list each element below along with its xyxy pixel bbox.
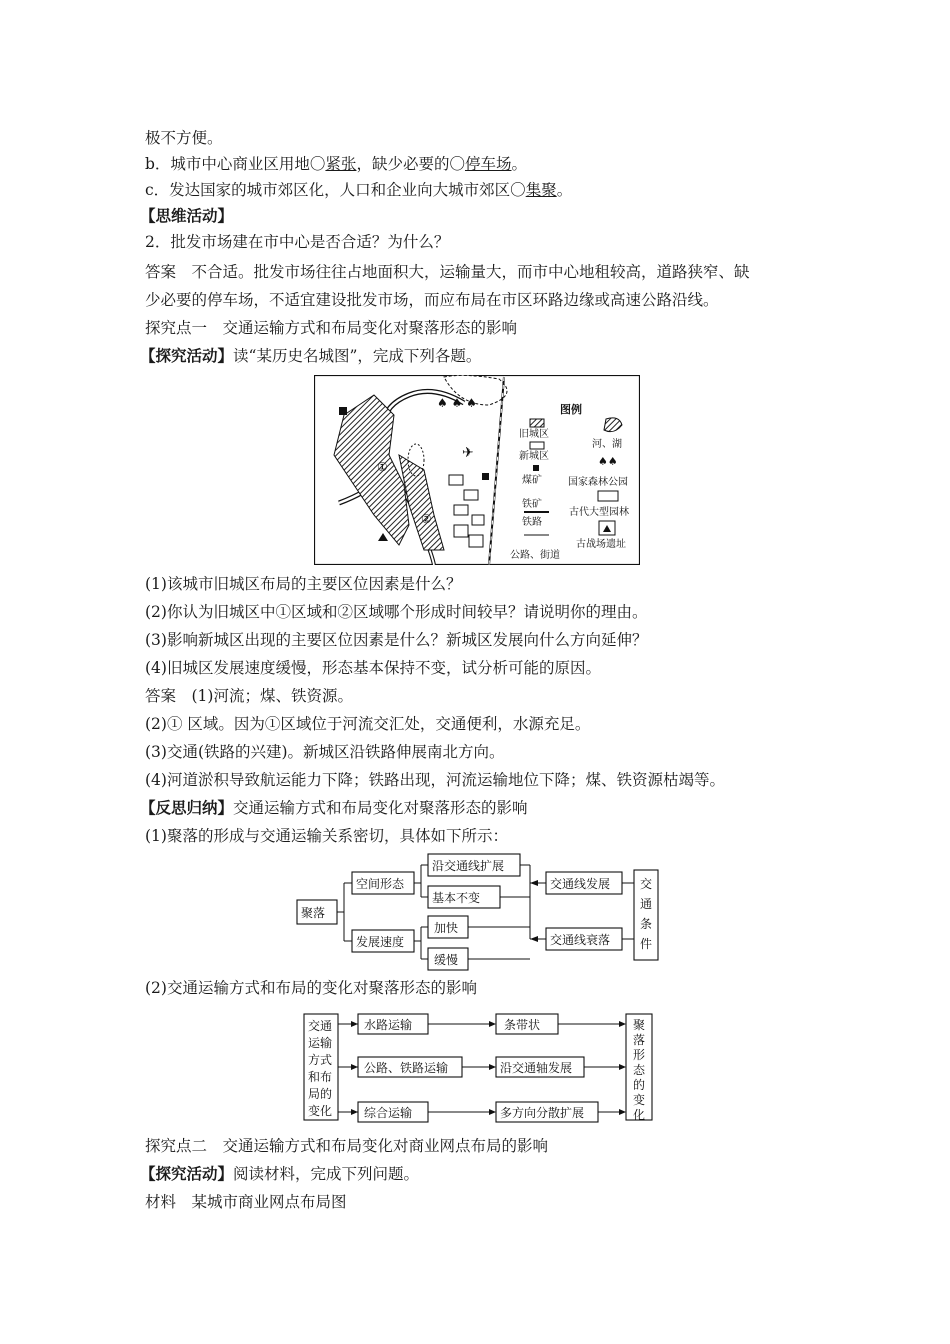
- legend-railway: 铁路: [522, 517, 542, 528]
- label-left-2: 运输: [308, 1036, 333, 1050]
- legend-iron: 铁矿: [522, 499, 542, 510]
- answer: (4)河道淤积导致航运能力下降；铁路出现，河流运输地位下降；煤、铁资源枯竭等。: [145, 771, 725, 789]
- legend-lake: 河、湖: [592, 439, 622, 450]
- label-conditions-2: 通: [640, 897, 653, 911]
- answer: (3)交通(铁路的兴建)。新城区沿铁路伸展南北方向。: [145, 743, 505, 761]
- label-left-3: 方式: [308, 1053, 333, 1067]
- text-line: [145, 180, 572, 200]
- activity-line: [140, 1164, 419, 1184]
- label-right-1: 聚: [633, 1018, 646, 1032]
- text-span: ，缺少必要的〇: [356, 155, 465, 173]
- label-faster: 加快: [434, 921, 459, 935]
- answer: 答案 (1)河流；煤、铁资源。: [145, 687, 353, 705]
- new-city-block: [454, 505, 468, 515]
- label-speed: 发展速度: [356, 935, 405, 949]
- historic-city-map: [314, 375, 640, 565]
- text-span: 阅读材料，完成下列问题。: [233, 1165, 420, 1183]
- material-caption: 材料 某城市商业网点布局图: [145, 1193, 347, 1211]
- question: (3)影响新城区出现的主要区位因素是什么？新城区发展向什么方向延伸？: [145, 631, 648, 649]
- activity-line: [140, 798, 528, 818]
- coal-mine-icon: [482, 473, 489, 480]
- label-left-6: 变化: [308, 1104, 333, 1118]
- question: (2)你认为旧城区中①区域和②区域哪个形成时间较早？请说明你的理由。: [145, 603, 648, 621]
- marker-1: ①: [377, 460, 388, 474]
- transport-settlement-shape-diagram: [300, 1010, 660, 1124]
- label-right-6: 变: [633, 1093, 646, 1107]
- label-strip: 条带状: [504, 1018, 541, 1032]
- legend-old-city: 旧城区: [519, 429, 549, 440]
- answer-underline: 集聚: [525, 181, 557, 199]
- legend-coal-icon: [533, 465, 539, 471]
- text-span: 。: [511, 155, 527, 173]
- label-road: 公路、铁路运输: [364, 1061, 449, 1075]
- question: (1)该城市旧城区布局的主要区位因素是什么？: [145, 575, 462, 593]
- label-right-3: 形: [633, 1048, 646, 1062]
- text-span: 。: [556, 181, 573, 199]
- legend-new-city: 新城区: [519, 451, 549, 462]
- label-slower: 缓慢: [434, 953, 459, 967]
- legend-road: 公路、街道: [510, 550, 560, 561]
- label-decline: 交通线衰落: [550, 933, 611, 947]
- text-line: [145, 154, 527, 174]
- text-span: b．城市中心商业区用地〇: [145, 155, 326, 173]
- legend-coal: 煤矿: [522, 475, 542, 486]
- text-span: c．发达国家的城市郊区化，人口和企业向大城市郊区〇: [145, 181, 526, 199]
- label-conditions-4: 件: [640, 937, 653, 951]
- legend-old-city-swatch: [530, 419, 544, 427]
- text-line: (1)聚落的形成与交通运输关系密切，具体如下所示：: [145, 827, 508, 845]
- text-span: 交通运输方式和布局变化对聚落形态的影响: [233, 799, 528, 817]
- text-line: (2)交通运输方式和布局的变化对聚落形态的影响: [145, 979, 477, 997]
- legend-battlefield: 古战场遗址: [576, 539, 626, 550]
- label-combined: 综合运输: [364, 1106, 413, 1120]
- text-span: 读“某历史名城图”，完成下列各题。: [233, 347, 482, 365]
- activity-label: 【探究活动】: [140, 346, 234, 365]
- answer-underline: 停车场: [464, 155, 512, 173]
- label-expand: 沿交通线扩展: [432, 859, 505, 873]
- answer: 答案 不合适。批发市场往往占地面积大，运输量大，而市中心地租较高，道路狭窄、缺: [145, 263, 750, 281]
- label-spatial: 空间形态: [356, 877, 405, 891]
- question: 2．批发市场建在市中心是否合适？为什么？: [145, 233, 450, 251]
- activity-line: [140, 346, 481, 366]
- legend-garden: 古代大型园林: [569, 507, 629, 518]
- coal-mine-icon: [339, 407, 347, 415]
- label-conditions-3: 条: [640, 917, 653, 931]
- label-left-1: 交通: [308, 1019, 333, 1033]
- label-develop: 交通线发展: [550, 877, 611, 891]
- label-multi: 多方向分散扩展: [500, 1106, 585, 1120]
- section-heading: 探究点二 交通运输方式和布局变化对商业网点布局的影响: [145, 1137, 549, 1155]
- legend-title: 图例: [560, 403, 582, 416]
- mine-symbol-icon: ✈: [462, 445, 474, 461]
- label-right-4: 态: [633, 1063, 646, 1077]
- answer: (2)① 区域。因为①区域位于河流交汇处，交通便利，水源充足。: [145, 715, 591, 733]
- label-conditions-1: 交: [640, 877, 653, 891]
- legend-forest-icon: ♠♠: [598, 455, 618, 468]
- forest-park-icon: ♠ ♠ ♠: [437, 396, 477, 410]
- answer: 少必要的停车场，不适宜建设批发市场，而应布局在市区环路边缘或高速公路沿线。: [145, 291, 719, 309]
- label-right-5: 的: [633, 1078, 646, 1092]
- answer-underline: 紧张: [325, 155, 357, 173]
- label-water: 水路运输: [364, 1018, 413, 1032]
- summary-label: 【反思归纳】: [140, 798, 234, 817]
- new-city-block: [469, 535, 483, 547]
- legend-forest: 国家森林公园: [568, 477, 628, 488]
- label-left-5: 局的: [308, 1087, 333, 1101]
- label-right-7: 化: [633, 1108, 646, 1122]
- marker-2: ②: [421, 512, 432, 526]
- legend-new-city-swatch: [530, 442, 544, 449]
- label-axis: 沿交通轴发展: [500, 1061, 573, 1075]
- label-right-2: 落: [633, 1033, 646, 1047]
- question: (4)旧城区发展速度缓慢，形态基本保持不变，试分析可能的原因。: [145, 659, 601, 677]
- new-city-block: [449, 475, 463, 485]
- label-settlement: 聚落: [301, 906, 326, 920]
- label-unchanged: 基本不变: [432, 891, 481, 905]
- section-heading: 【思维活动】: [140, 206, 234, 225]
- activity-label: 【探究活动】: [140, 1164, 234, 1183]
- label-left-4: 和布: [308, 1070, 333, 1084]
- text-line: 极不方便。: [145, 129, 223, 147]
- section-heading: 探究点一 交通运输方式和布局变化对聚落形态的影响: [145, 319, 518, 337]
- new-city-block: [472, 515, 484, 525]
- settlement-transport-diagram: [292, 850, 664, 975]
- new-city-block: [464, 490, 478, 500]
- new-city-block: [454, 525, 468, 537]
